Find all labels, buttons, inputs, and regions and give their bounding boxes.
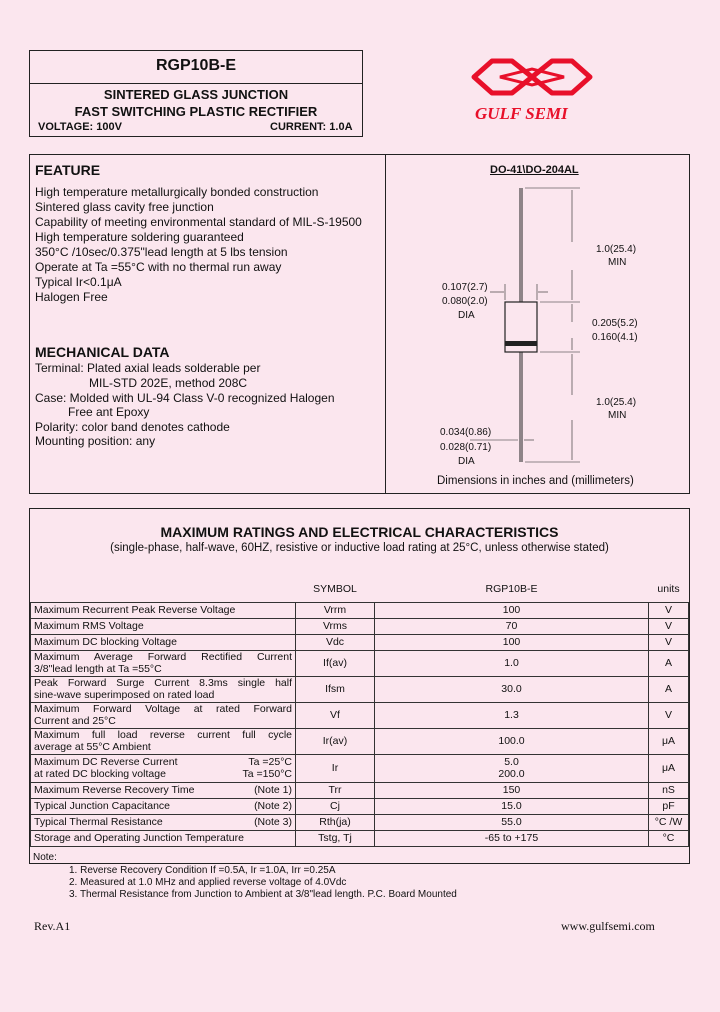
unit-cell: °C [649,830,689,846]
lead-diameter-min: 0.028(0.71) [440,442,492,453]
body-diameter-min: 0.080(2.0) [442,296,488,307]
body-length-max: 0.205(5.2) [592,318,638,329]
param-label: Maximum full load reverse current full cycle [34,729,292,741]
param-label: Maximum DC Reverse Current [34,756,178,768]
mechanical-line: Polarity: color band denotes cathode [35,420,230,434]
header-part: RGP10B-E [485,582,538,595]
note-3: 3. Thermal Resistance from Junction to Ambient at 3/8"lead length. P.C. Board Mounted [69,889,457,900]
note-1: 1. Reverse Recovery Condition If =0.5A, Ir =1.0A, Irr =0.25A [69,865,336,876]
feature-item: Halogen Free [35,290,108,304]
symbol-cell: Trr [296,782,375,798]
param-label: Maximum DC blocking Voltage [31,634,296,650]
note-2: 2. Measured at 1.0 MHz and applied reverse voltage of 4.0Vdc [69,877,347,888]
symbol-cell: Vf [296,702,375,728]
symbol-cell: Vdc [296,634,375,650]
param-label: Maximum RMS Voltage [31,618,296,634]
value-cell: 200.0 [498,768,525,780]
value-cell: 1.0 [375,650,649,676]
symbol-cell: Vrrm [296,602,375,618]
value-cell: -65 to +175 [375,830,649,846]
value-cell: 55.0 [375,814,649,830]
mechanical-title: MECHANICAL DATA [35,344,170,360]
param-label: Maximum Reverse Recovery Time [34,784,195,796]
title-line-1: SINTERED GLASS JUNCTION [103,87,289,102]
lead-length-top-min: MIN [608,257,627,268]
param-label-cont: average at 55°C Ambient [34,741,151,753]
note-ref: (Note 3) [254,816,292,828]
lead-length-top: 1.0(25.4) [596,244,637,255]
unit-cell: °C /W [649,814,689,830]
feature-item: Sintered glass cavity free junction [35,200,214,214]
dimension-caption: Dimensions in inches and (millimeters) [437,475,634,487]
table-row [31,782,689,798]
unit-cell: μA [649,754,689,782]
param-label: Typical Junction Capacitance [34,800,170,812]
unit-cell: V [649,618,689,634]
table-row [31,702,689,728]
table-row [31,814,689,830]
param-label: Typical Thermal Resistance [34,816,163,828]
value-cell: 30.0 [375,676,649,702]
body-diameter-dia: DIA [458,310,475,321]
mechanical-line: MIL-STD 202E, method 208C [89,376,248,390]
table-row [31,754,689,782]
value-cell: 70 [375,618,649,634]
header-units: units [657,582,680,595]
unit-cell: nS [649,782,689,798]
symbol-cell: Vrms [296,618,375,634]
symbol-cell: Ir(av) [296,728,375,754]
symbol-cell: Tstg, Tj [296,830,375,846]
unit-cell: μA [649,728,689,754]
table-row [31,650,689,676]
param-label-cont: 3/8"lead length at Ta =55°C [34,663,162,675]
value-cell: 5.0 [504,756,519,768]
unit-cell: pF [649,798,689,814]
condition-label: Ta =25°C [248,756,292,768]
table-row [31,602,689,618]
package-name: DO-41\DO-204AL [490,164,579,176]
value-cell: 150 [375,782,649,798]
param-label: Storage and Operating Junction Temperature [31,830,296,846]
note-ref: (Note 1) [254,784,292,796]
param-label: Maximum Forward Voltage at rated Forward [34,703,292,715]
param-label: Maximum Recurrent Peak Reverse Voltage [31,602,296,618]
value-cell: 100 [375,602,649,618]
ratings-title: MAXIMUM RATINGS AND ELECTRICAL CHARACTERISTICS [160,524,559,540]
revision: Rev.A1 [34,919,71,933]
note-ref: (Note 2) [254,800,292,812]
unit-cell: V [649,602,689,618]
part-number: RGP10B-E [155,57,237,74]
param-label-cont: at rated DC blocking voltage [34,768,166,780]
current-rating: CURRENT: 1.0A [270,121,353,133]
table-row [31,830,689,846]
unit-cell: V [649,634,689,650]
mechanical-line: Mounting position: any [35,434,156,448]
param-label-cont: sine-wave superimposed on rated load [34,689,215,701]
feature-item: 350°C /10sec/0.375"lead length at 5 lbs tension [35,245,288,259]
ratings-table [30,576,689,847]
symbol-cell: Ifsm [296,676,375,702]
mechanical-line: Terminal: Plated axial leads solderable per [35,361,261,375]
feature-item: High temperature metallurgically bonded construction [35,185,319,199]
lead-diameter-dia: DIA [458,456,475,467]
feature-item: Typical Ir<0.1μA [35,275,122,289]
unit-cell: V [649,702,689,728]
lead-length-bottom: 1.0(25.4) [596,397,637,408]
symbol-cell: If(av) [296,650,375,676]
body-diameter-max: 0.107(2.7) [442,282,488,293]
lead-length-bottom-min: MIN [608,410,627,421]
table-header-row [31,576,689,602]
value-cell: 100.0 [375,728,649,754]
feature-item: Operate at Ta =55°C with no thermal run away [35,260,282,274]
symbol-cell: Cj [296,798,375,814]
condition-label: Ta =150°C [242,768,292,780]
symbol-cell: Ir [296,754,375,782]
mechanical-line: Free ant Epoxy [68,405,150,419]
title-line-2: FAST SWITCHING PLASTIC RECTIFIER [74,104,318,119]
value-cell: 100 [375,634,649,650]
param-label-cont: Current and 25°C [34,715,116,727]
feature-item: High temperature soldering guaranteed [35,230,244,244]
lead-diameter-max: 0.034(0.86) [440,427,492,438]
notes-label: Note: [33,852,57,863]
header-symbol: SYMBOL [313,582,357,595]
unit-cell: A [649,650,689,676]
param-label: Peak Forward Surge Current 8.3ms single half [34,677,292,689]
value-cell: 15.0 [375,798,649,814]
mechanical-line: Case: Molded with UL-94 Class V-0 recognized Halogen [35,391,335,405]
feature-title: FEATURE [35,162,101,178]
table-row [31,728,689,754]
website-link[interactable]: www.gulfsemi.com [561,919,655,933]
table-row [31,676,689,702]
unit-cell: A [649,676,689,702]
body-length-min: 0.160(4.1) [592,332,638,343]
table-row [31,798,689,814]
logo-text: GULF SEMI [475,104,568,123]
feature-item: Capability of meeting environmental standard of MIL-S-19500 [35,215,362,229]
voltage-rating: VOLTAGE: 100V [38,121,122,133]
value-cell: 1.3 [375,702,649,728]
table-row [31,618,689,634]
symbol-cell: Rth(ja) [296,814,375,830]
ratings-subtitle: (single-phase, half-wave, 60HZ, resistive or inductive load rating at 25°C, unless otherwise stated) [110,542,609,554]
param-label: Maximum Average Forward Rectified Current [34,651,292,663]
table-row [31,634,689,650]
frame-divider [385,154,386,494]
gulf-semi-logo-icon [470,55,595,100]
